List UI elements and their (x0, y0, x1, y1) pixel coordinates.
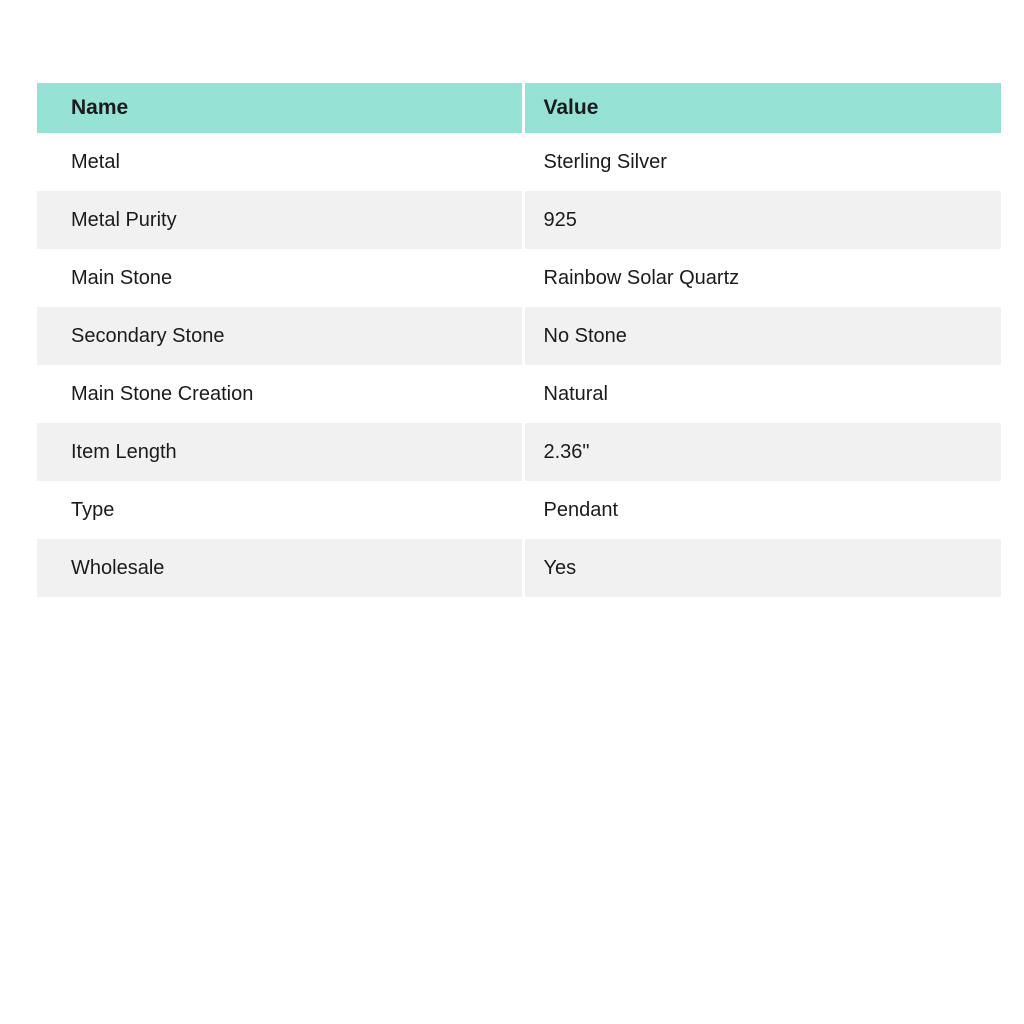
table-header-row (37, 83, 1001, 133)
attribute-value-cell: Rainbow Solar Quartz (523, 249, 1001, 307)
attribute-value-cell: 925 (523, 191, 1001, 249)
table-row (37, 365, 1001, 423)
attribute-name-cell: Secondary Stone (37, 307, 523, 365)
attribute-name-cell: Wholesale (37, 539, 523, 597)
attribute-name-cell: Item Length (37, 423, 523, 481)
column-header-name: Name (37, 83, 523, 133)
table-row (37, 423, 1001, 481)
attribute-value-cell: Natural (523, 365, 1001, 423)
product-attributes-table (37, 83, 1001, 597)
attribute-name-cell: Main Stone (37, 249, 523, 307)
table-row (37, 539, 1001, 597)
table-row (37, 307, 1001, 365)
attribute-value-cell: Pendant (523, 481, 1001, 539)
attribute-name-cell: Type (37, 481, 523, 539)
column-header-value: Value (523, 83, 1001, 133)
table-row (37, 249, 1001, 307)
attribute-value-cell: Yes (523, 539, 1001, 597)
attribute-value-cell: No Stone (523, 307, 1001, 365)
attribute-name-cell: Main Stone Creation (37, 365, 523, 423)
attribute-name-cell: Metal Purity (37, 191, 523, 249)
attribute-value-cell: 2.36" (523, 423, 1001, 481)
attribute-value-cell: Sterling Silver (523, 133, 1001, 191)
table-row (37, 191, 1001, 249)
table-row (37, 481, 1001, 539)
table-row (37, 133, 1001, 191)
attribute-name-cell: Metal (37, 133, 523, 191)
